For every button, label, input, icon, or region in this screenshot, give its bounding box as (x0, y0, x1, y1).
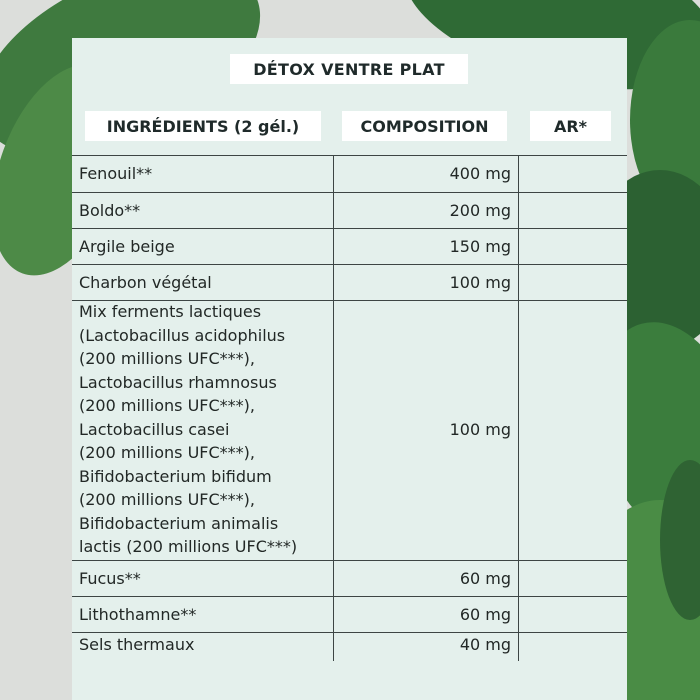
ingredient-name: Boldo** (79, 201, 141, 220)
ingredient-name-line: (200 millions UFC***), (79, 396, 255, 415)
ingredient-name-line: (200 millions UFC***), (79, 349, 255, 368)
ingredient-name-line: (200 millions UFC***), (79, 443, 255, 462)
ingredient-name-line: Lactobacillus casei (79, 419, 230, 439)
table-title: DÉTOX VENTRE PLAT (230, 54, 468, 84)
ingredient-name-line: Bifidobacterium animalis (79, 513, 279, 533)
ingredient-composition: 60 mg (459, 605, 511, 624)
ingredient-composition: 150 mg (449, 237, 511, 256)
ingredient-name-line: Bifidobacterium bifidum (79, 466, 272, 486)
ingredient-name-line: Mix ferments lactiques (79, 302, 262, 321)
row-divider (72, 228, 627, 229)
ingredient-name: Fucus** (79, 569, 141, 588)
row-divider (72, 192, 627, 193)
ingredient-name-line: (Lactobacillus acidophilus (79, 325, 286, 345)
ingredient-composition: 100 mg (449, 420, 511, 439)
ingredient-name: Sels thermaux (79, 635, 195, 654)
column-divider (518, 155, 519, 661)
ingredient-composition: 60 mg (459, 569, 511, 588)
row-divider (72, 264, 627, 265)
ingredient-composition: 40 mg (459, 635, 511, 654)
ingredient-name-line: (200 millions UFC***), (79, 490, 255, 509)
ingredient-name: Fenouil** (79, 164, 153, 183)
column-divider (333, 155, 334, 661)
ingredients-table (72, 155, 627, 661)
ingredient-composition: 100 mg (449, 273, 511, 292)
ingredient-name: Lithothamne** (79, 605, 197, 624)
ingredient-name-line: lactis (200 millions UFC***) (79, 537, 298, 556)
header-ar: AR* (530, 111, 611, 141)
row-divider (72, 560, 627, 561)
ingredient-composition: 400 mg (449, 164, 511, 183)
ingredient-name: Argile beige (79, 237, 175, 256)
ingredient-name-line: Lactobacillus rhamnosus (79, 372, 277, 392)
ingredient-name: Charbon végétal (79, 273, 212, 292)
row-divider (72, 155, 627, 156)
row-divider (72, 596, 627, 597)
ingredient-composition: 200 mg (449, 201, 511, 220)
header-ingredients: INGRÉDIENTS (2 gél.) (85, 111, 321, 141)
header-composition: COMPOSITION (342, 111, 507, 141)
